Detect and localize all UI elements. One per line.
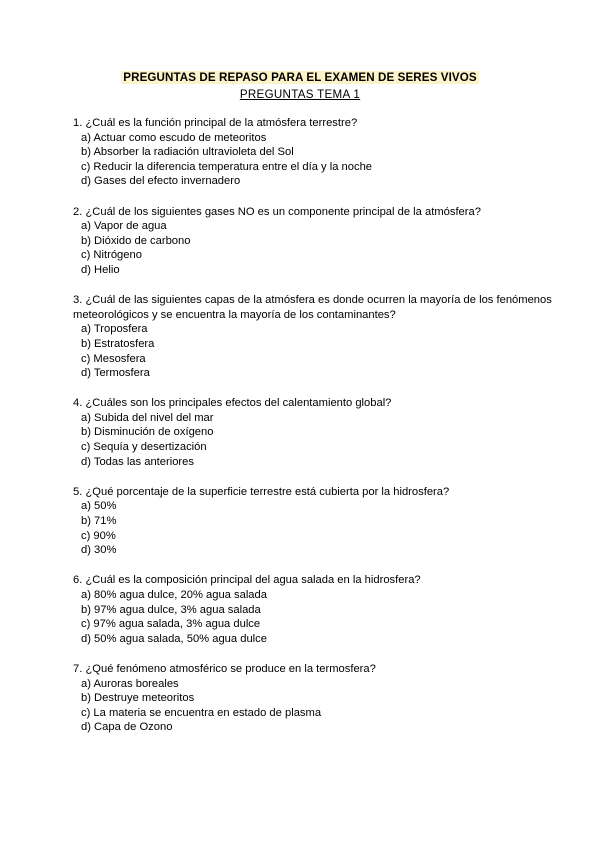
- answer-option-b: b) 71%: [81, 515, 117, 528]
- answer-option-a: a) Actuar como escudo de meteoritos: [81, 131, 267, 144]
- answer-option-c: c) Sequía y desertización: [81, 441, 207, 454]
- question-4: [73, 396, 563, 469]
- question-text: 6. ¿Cuál es la composición principal del agua salada en la hidrosfera?: [73, 574, 421, 587]
- question-6: [73, 573, 563, 646]
- answer-option-b: b) Estratosfera: [81, 337, 155, 350]
- answer-option-b: b) Dióxido de carbono: [81, 234, 191, 247]
- answer-option-d: d) Todas las anteriores: [81, 455, 194, 468]
- answer-option-d: d) Helio: [81, 263, 120, 276]
- answer-option-a: a) Vapor de agua: [81, 220, 167, 233]
- question-list: [73, 116, 563, 751]
- answer-option-d: d) Gases del efecto invernadero: [81, 175, 241, 188]
- answer-option-d: d) Capa de Ozono: [81, 721, 173, 734]
- document-title: [0, 70, 600, 85]
- document-subtitle-text: PREGUNTAS TEMA 1: [239, 88, 361, 101]
- answer-option-d: d) Termosfera: [81, 367, 150, 380]
- answer-option-a: a) Auroras boreales: [81, 677, 179, 690]
- answer-option-d: d) 50% agua salada, 50% agua dulce: [81, 632, 267, 645]
- answer-option-c: c) 90%: [81, 529, 116, 542]
- answer-option-b: b) 97% agua dulce, 3% agua salada: [81, 603, 261, 616]
- answer-option-b: b) Disminución de oxígeno: [81, 426, 214, 439]
- answer-option-c: c) Mesosfera: [81, 352, 146, 365]
- question-text: 7. ¿Qué fenómeno atmosférico se produce en la termosfera?: [73, 662, 376, 675]
- question-7: [73, 662, 563, 735]
- answer-option-c: c) La materia se encuentra en estado de plasma: [81, 706, 322, 719]
- question-text: 2. ¿Cuál de los siguientes gases NO es un componente principal de la atmósfera?: [73, 205, 481, 218]
- question-text: 3. ¿Cuál de las siguientes capas de la atmósfera es donde ocurren la mayoría de los fenómenos meteorológicos y se encuentra la mayoría de los contaminantes?: [73, 294, 552, 321]
- answer-option-d: d) 30%: [81, 544, 117, 557]
- answer-option-a: a) 50%: [81, 500, 117, 513]
- answer-option-c: c) Nitrógeno: [81, 249, 142, 262]
- question-1: [73, 116, 563, 189]
- document-subtitle: [0, 88, 600, 102]
- question-text: 5. ¿Qué porcentaje de la superficie terrestre está cubierta por la hidrosfera?: [73, 485, 450, 498]
- answer-option-a: a) Troposfera: [81, 323, 148, 336]
- question-text: 4. ¿Cuáles son los principales efectos del calentamiento global?: [73, 397, 392, 410]
- question-2: [73, 205, 563, 278]
- answer-option-c: c) 97% agua salada, 3% agua dulce: [81, 618, 261, 631]
- question-3: [73, 293, 563, 381]
- answer-option-b: b) Absorber la radiación ultravioleta del Sol: [81, 146, 294, 159]
- answer-option-b: b) Destruye meteoritos: [81, 692, 195, 705]
- document-title-text: PREGUNTAS DE REPASO PARA EL EXAMEN DE SERES VIVOS: [123, 71, 477, 84]
- answer-option-c: c) Reducir la diferencia temperatura entre el día y la noche: [81, 160, 373, 173]
- answer-option-a: a) Subida del nivel del mar: [81, 411, 214, 424]
- answer-option-a: a) 80% agua dulce, 20% agua salada: [81, 589, 267, 601]
- question-text: 1. ¿Cuál es la función principal de la atmósfera terrestre?: [73, 117, 358, 129]
- question-5: [73, 485, 563, 558]
